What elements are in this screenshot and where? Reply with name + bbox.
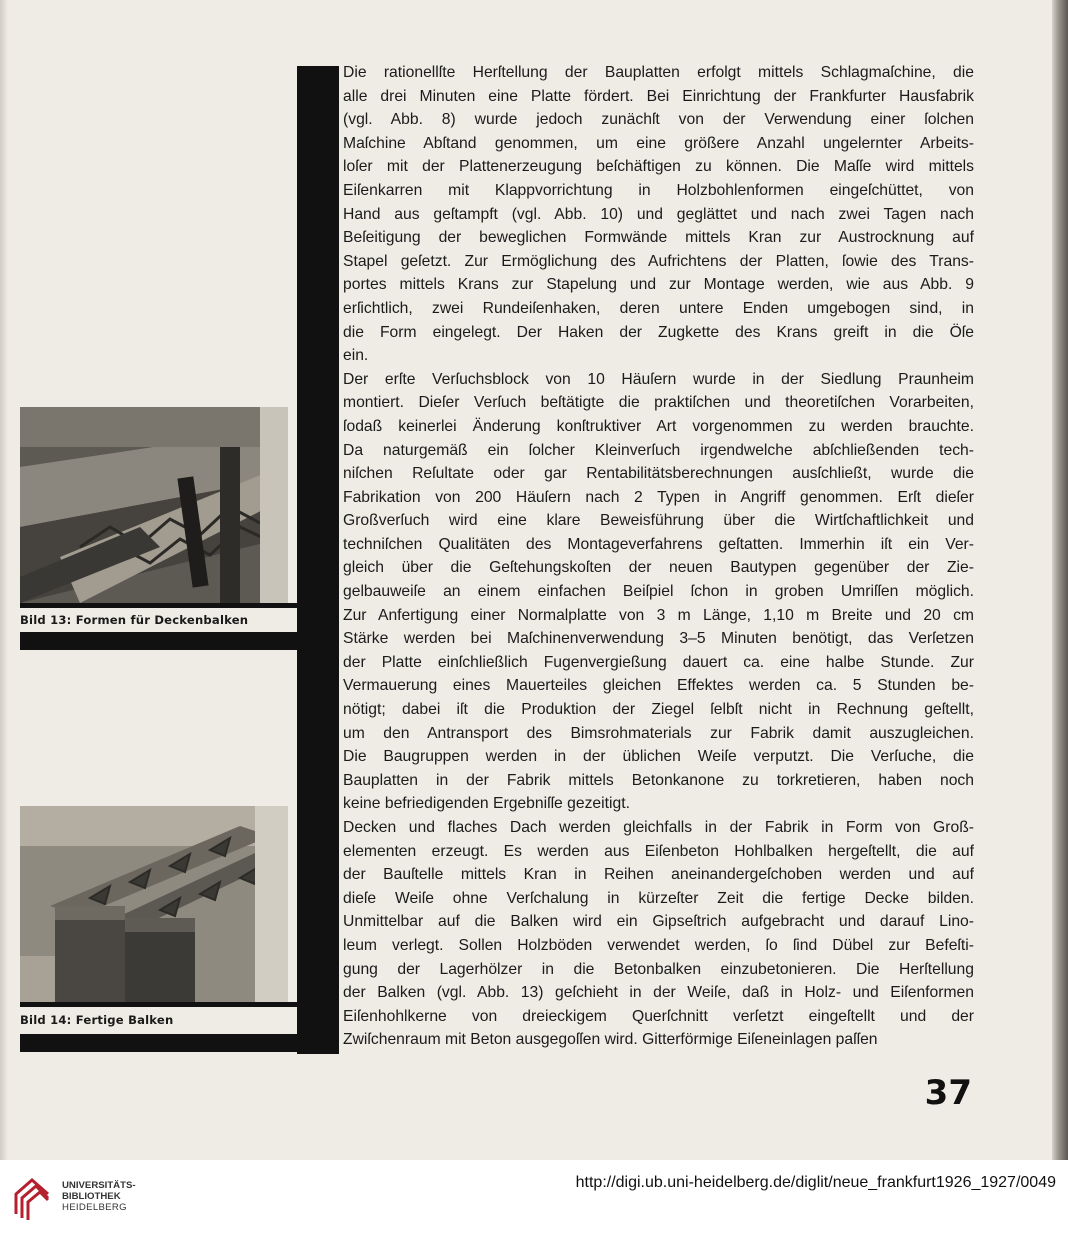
text-line: die Form eingelegt. Der Haken der Zugkette des Krans greift in die Öſe (343, 323, 974, 341)
text-line: (vgl. Abb. 8) wurde jedoch zunächſt von der Verwendung einer ſolchen (343, 111, 974, 129)
text-line: Unmittelbar auf die Balken wird ein Gipseſtrich aufgebracht und darauf Lino- (343, 913, 974, 931)
text-line: Die rationellſte Herſtellung der Bauplatten erfolgt mittels Schlagmaſchine, die (343, 64, 974, 81)
text-line: portes mittels Krans zur Stapelung und zur Montage werden, wie aus Abb. 9 (343, 276, 974, 294)
text-line: der Balken (vgl. Abb. 13) geſchieht in der Weiſe, daß in Holz- und Eiſenformen (343, 984, 974, 1002)
text-line: Zur Anfertigung einer Normalplatte von 3 m Länge, 1,10 m Breite und 20 cm (343, 606, 974, 624)
text-line: Zwiſchenraum mit Beton ausgegoſſen wird. Gitterförmige Eiſeneinlagen paſſen (343, 1031, 878, 1049)
vertical-rule-bar (297, 66, 339, 1054)
text-line: ſodaß keinerlei Änderung konſtruktiver Art vorgenommen zu werden brauchte. (343, 417, 974, 435)
library-name-line-1: UNIVERSITÄTS- (62, 1180, 136, 1191)
text-line: loſer mit der Plattenerzeugung beſchäftigen zu können. Die Maſſe wird mittels (343, 158, 974, 176)
text-line: Stärke werden bei Maſchinenverwendung 3–5 Minuten benötigt, das Verſetzen (343, 630, 974, 648)
library-name-line-2: BIBLIOTHEK (62, 1191, 121, 1202)
text-line: elementen erzeugt. Es werden aus Eiſenbeton Hohlbalken hergeſtellt, die auf (343, 842, 974, 860)
text-line: Großverſuch wird eine klare Beweisführung über die Wirtſchaftlichkeit und (343, 512, 974, 530)
photo-bild-13 (20, 407, 288, 603)
figure-14-rule-top (20, 1002, 297, 1007)
library-logo-icon (12, 1174, 52, 1222)
figure-14-caption: Bild 14: Fertige Balken (20, 1013, 174, 1027)
text-line: keine befriedigenden Ergebniſſe gezeitigt. (343, 795, 630, 813)
text-line: montiert. Dieſer Verſuch beſtätigte die praktiſchen und theoretiſchen Vorarbeiten, (343, 394, 974, 412)
text-line: alle drei Minuten eine Platte fördert. Bei Einrichtung der Frankfurter Hausfabrik (343, 87, 974, 105)
text-line: Da naturgemäß ein ſolcher Kleinverſuch irgendwelche abſchließenden tech- (343, 441, 974, 459)
text-line: leum verlegt. Sollen Holzböden verwendet werden, ſo ſind Dübel zur Befeſti- (343, 936, 974, 954)
article-body-text (343, 61, 974, 1052)
figure-14-rule-bottom (20, 1034, 297, 1052)
text-line: Maſchine Abſtand genommen, um eine größere Anzahl ungelernter Arbeits- (343, 134, 974, 152)
text-line: Der erſte Verſuchsblock von 10 Häuſern wurde in der Siedlung Praunheim (343, 370, 974, 388)
library-name-line-3: HEIDELBERG (62, 1202, 127, 1213)
text-line: Vermauerung eines Mauerteiles gleichen Effektes werden ca. 5 Stunden be- (343, 677, 974, 695)
page-binding-edge (1052, 0, 1068, 1160)
text-line: erſichtlich, zwei Rundeiſenhaken, deren untere Enden umgebogen sind, in (343, 299, 974, 317)
source-url-link[interactable]: http://digi.ub.uni-heidelberg.de/diglit/neue_frankfurt1926_1927/0049 (575, 1174, 1056, 1191)
library-name (62, 1180, 136, 1213)
text-line: ein. (343, 347, 369, 365)
text-line: der Bauſtelle mittels Kran in Reihen aneinandergeſchoben werden und auf (343, 866, 974, 884)
text-line: der Platte einſchließlich Fugenvergießung dauert ca. eine halbe Stunde. Zur (343, 653, 974, 671)
text-line: gleich über die Geſtehungskoſten der neuen Bautypen gegenüber der Zie- (343, 559, 974, 577)
text-line: Hand aus geſtampft (vgl. Abb. 10) und geglättet und nach zwei Tagen nach (343, 205, 974, 223)
text-line: Bauplatten in der Fabrik mittels Betonkanone zu torkretieren, haben noch (343, 771, 974, 789)
text-line: techniſchen Qualitäten des Montageverfahrens geſtatten. Immerhin iſt ein Ver- (343, 535, 974, 553)
text-line: gung der Lagerhölzer in die Betonbalken einzubetonieren. Die Herſtellung (343, 960, 974, 978)
text-line: Eiſenhohlkerne von dreieckigem Querſchnitt verſetzt eingeſtellt und der (343, 1007, 974, 1025)
figure-13-rule-bottom (20, 632, 297, 650)
text-line: Die Baugruppen werden in der üblichen Weiſe verputzt. Die Verſuche, die (343, 748, 974, 766)
text-line: dieſe Weiſe ohne Verſchalung in kürzeſter Zeit die fertige Decke bilden. (343, 889, 974, 907)
text-line: Decken und flaches Dach werden gleichfalls in der Fabrik in Form von Groß- (343, 819, 974, 836)
page-left-edge (0, 0, 8, 1160)
beams-photo-illustration (20, 806, 288, 1002)
text-line: niſchen Reſultate oder gar Rentabilitätsberechnungen ausſchließt, wurde die (343, 465, 974, 483)
page-number: 37 (924, 1073, 972, 1113)
formwork-photo-illustration (20, 407, 288, 603)
figure-13-rule-top (20, 603, 297, 608)
digitization-footer (0, 1160, 1068, 1239)
text-line: Eiſenkarren mit Klappvorrichtung in Holzbohlenformen eingeſchüttet, von (343, 181, 974, 199)
text-line: um den Antransport des Bimsrohmaterials zur Fabrik damit auszugleichen. (343, 724, 974, 742)
text-line: Stapel geſetzt. Zur Ermöglichung des Aufrichtens der Platten, ſowie des Trans- (343, 252, 974, 270)
photo-bild-14 (20, 806, 288, 1002)
figure-13-caption: Bild 13: Formen für Deckenbalken (20, 613, 249, 627)
text-line: gelbauweiſe an einem einfachen Beiſpiel ſchon in groben Umriſſen möglich. (343, 583, 974, 601)
text-line: nötigt; dabei iſt die Produktion der Ziegel ſelbſt nicht in Rechnung geſtellt, (343, 701, 974, 719)
text-line: Beſeitigung der beweglichen Formwände mittels Kran zur Austrocknung auf (343, 229, 974, 247)
text-line: Fabrikation von 200 Häuſern nach 2 Typen in Angriff genommen. Erſt dieſer (343, 488, 974, 506)
